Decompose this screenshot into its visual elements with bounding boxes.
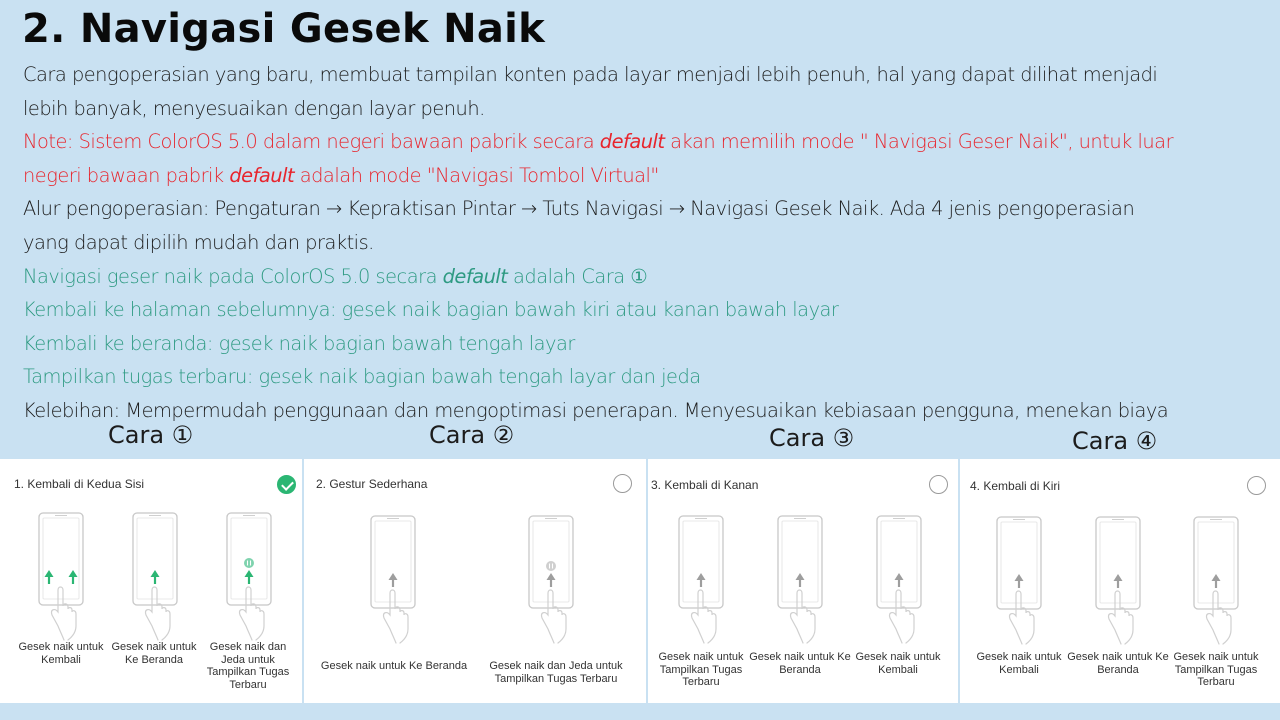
phone-icon [678,515,724,645]
gesture-caption: Gesek naik untuk Ke Beranda [1067,651,1169,676]
phone-icon [528,515,574,645]
phone-icon [370,515,416,645]
phone-icon [38,512,84,642]
description-text [23,58,1263,428]
note-text: akan memilih mode " Navigasi Geser Naik", untuk luar [664,130,1174,154]
check-icon[interactable] [277,475,296,494]
option-panel-2[interactable] [304,459,646,703]
bottom-strip [0,703,1280,720]
gesture-home-line: Kembali ke beranda: gesek naik bagian bawah tengah layar [23,331,575,355]
option-title: 4. Kembali di Kiri [970,479,1061,493]
pause-icon [244,558,254,568]
cara-label-4: Cara ④ [1072,427,1158,455]
note-default-word: default [599,130,665,154]
phone-icon [226,512,272,642]
note-default-word: default [229,163,295,187]
phone-icon [876,515,922,645]
radio-icon[interactable] [613,474,632,493]
advantage-line: Kelebihan: Mempermudah penggunaan dan mengoptimasi penerapan. Menyesuaikan kebiasaan pengguna, menekan biaya [23,398,1169,422]
gesture-default-word: default [442,264,508,288]
phone-icon [996,516,1042,646]
phone-icon [1095,516,1141,646]
flow-line-2: yang dapat dipilih mudah dan praktis. [23,230,374,254]
gesture-caption: Gesek naik untuk Ke Beranda [749,651,851,676]
gesture-caption: Gesek naik untuk Kembali [855,651,941,676]
radio-icon[interactable] [1247,476,1266,495]
note-text: negeri bawaan pabrik [23,163,230,187]
gesture-caption: Gesek naik untuk Tampilkan Tugas Terbaru [1173,651,1259,688]
gesture-caption: Gesek naik untuk Ke Beranda [320,660,468,672]
phone-icon [1193,516,1239,646]
gesture-recents-line: Tampilkan tugas terbaru: gesek naik bagian bawah tengah layar dan jeda [23,365,701,389]
pause-icon [546,561,556,571]
note-text: Note: Sistem ColorOS 5.0 dalam negeri bawaan pabrik secara [23,130,600,154]
phone-icon [132,512,178,642]
gesture-back-line: Kembali ke halaman sebelumnya: gesek naik bagian bawah kiri atau kanan bawah layar [23,298,839,322]
note-line-2 [23,159,1263,193]
gesture-text: Navigasi geser naik pada ColorOS 5.0 secara [23,264,443,288]
option-title: 3. Kembali di Kanan [651,478,759,492]
option-panel-3[interactable] [648,459,958,703]
intro-line-2: lebih banyak, menyesuaikan dengan layar penuh. [23,96,485,120]
gesture-text: adalah Cara ① [507,264,648,288]
gesture-caption: Gesek naik dan Jeda untuk Tampilkan Tugas Terbaru [489,660,623,685]
flow-line-1: Alur pengoperasian: Pengaturan → Kepraktisan Pintar → Tuts Navigasi → Navigasi Gesek Naik. Ada 4 jenis pengoperasian [23,197,1135,221]
option-panel-4[interactable] [960,459,1280,703]
radio-icon[interactable] [929,475,948,494]
gesture-caption: Gesek naik untuk Ke Beranda [111,641,197,666]
note-text: adalah mode "Navigasi Tombol Virtual" [294,163,659,187]
cara-label-1: Cara ① [108,421,194,449]
gesture-caption: Gesek naik untuk Tampilkan Tugas Terbaru [658,651,744,688]
option-panel-1[interactable] [0,459,302,703]
note-line-1 [23,125,1263,159]
phone-icon [777,515,823,645]
page-title: 2. Navigasi Gesek Naik [22,6,546,52]
intro-line-1: Cara pengoperasian yang baru, membuat tampilan konten pada layar menjadi lebih penuh, hal yang dapat dilihat menjadi [23,63,1158,86]
gesture-caption: Gesek naik untuk Kembali [18,641,104,666]
option-title: 1. Kembali di Kedua Sisi [14,477,145,491]
cara-label-2: Cara ② [429,421,515,449]
gesture-caption: Gesek naik untuk Kembali [976,651,1062,676]
option-title: 2. Gestur Sederhana [316,477,428,491]
gesture-caption: Gesek naik dan Jeda untuk Tampilkan Tugas Terbaru [206,641,290,691]
gesture-default-line [23,260,1263,294]
cara-label-3: Cara ③ [769,424,855,452]
